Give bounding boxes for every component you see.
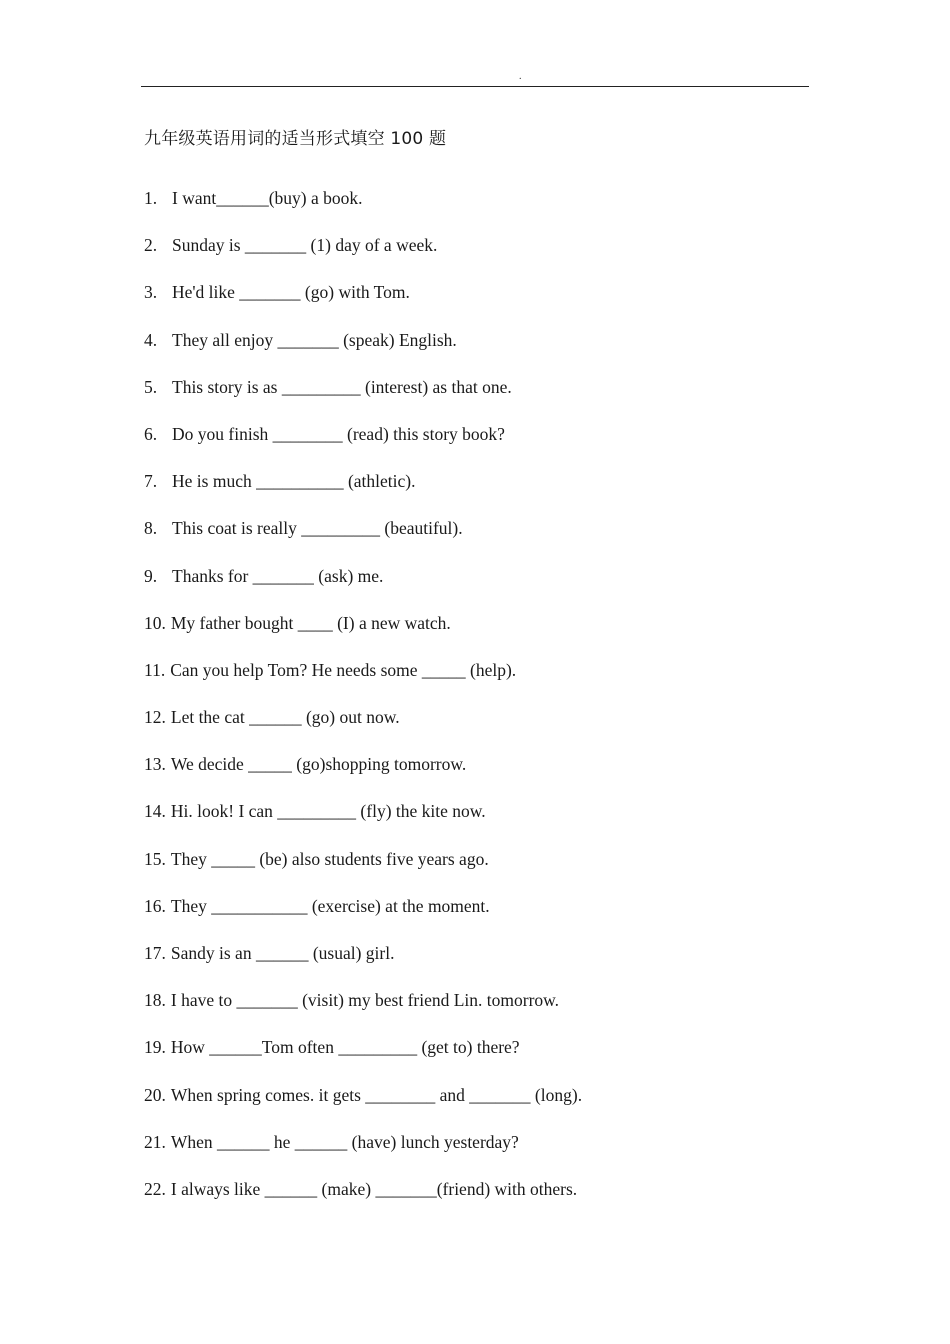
question-item	[144, 658, 582, 705]
question-text: Let the cat ______ (go) out now.	[170, 707, 400, 728]
header-dot: .	[519, 71, 522, 82]
question-text: This coat is really _________ (beautiful).	[172, 518, 463, 539]
question-item	[144, 186, 582, 233]
question-text: This story is as _________ (interest) as that one.	[172, 376, 512, 397]
document-title: 九年级英语用词的适当形式填空 100 题	[144, 129, 447, 149]
question-item	[144, 1177, 582, 1224]
question-text: My father bought ____ (I) a new watch.	[170, 612, 451, 633]
question-text: When ______ he ______ (have) lunch yesterday?	[170, 1131, 519, 1152]
question-item	[144, 1130, 582, 1177]
question-item	[144, 988, 582, 1035]
question-item	[144, 611, 582, 658]
question-item	[144, 941, 582, 988]
question-number: 13.	[144, 754, 166, 775]
question-number: 8.	[144, 518, 158, 539]
question-text: How ______Tom often _________ (get to) there?	[170, 1037, 520, 1058]
question-number: 5.	[144, 376, 158, 397]
question-text: Sandy is an ______ (usual) girl.	[170, 943, 395, 963]
question-item	[144, 280, 582, 327]
question-text: When spring comes. it gets ________ and _______ (long).	[170, 1084, 583, 1105]
question-number: 1.	[144, 188, 158, 208]
question-text: Hi. look! I can _________ (fly) the kite now.	[170, 801, 486, 822]
question-number: 2.	[144, 235, 158, 256]
question-item	[144, 1083, 582, 1130]
question-number: 3.	[144, 282, 158, 303]
question-item	[144, 564, 582, 611]
question-number: 20.	[144, 1084, 166, 1105]
question-number: 18.	[144, 990, 166, 1011]
question-text: I have to _______ (visit) my best friend Lin. tomorrow.	[170, 990, 560, 1011]
question-item	[144, 469, 582, 516]
question-text: They all enjoy _______ (speak) English.	[172, 329, 457, 350]
question-number: 17.	[144, 943, 166, 963]
question-text: We decide _____ (go)shopping tomorrow.	[170, 754, 467, 775]
question-number: 15.	[144, 848, 166, 869]
question-number: 4.	[144, 329, 158, 350]
question-text: He is much __________ (athletic).	[172, 471, 416, 492]
question-text: He'd like _______ (go) with Tom.	[172, 282, 410, 303]
question-item	[144, 847, 582, 894]
question-text: They ___________ (exercise) at the moment.	[170, 895, 490, 916]
question-text: Sunday is _______ (1) day of a week.	[172, 235, 438, 256]
question-number: 14.	[144, 801, 166, 822]
question-text: Thanks for _______ (ask) me.	[172, 565, 384, 586]
question-item	[144, 328, 582, 375]
question-text: They _____ (be) also students five years ago.	[170, 848, 489, 869]
question-number: 16.	[144, 895, 166, 916]
question-item	[144, 705, 582, 752]
question-item	[144, 799, 582, 846]
question-item	[144, 516, 582, 563]
question-number: 6.	[144, 423, 158, 444]
question-number: 19.	[144, 1037, 166, 1058]
question-text: I want______(buy) a book.	[172, 188, 363, 208]
question-number: 10.	[144, 612, 166, 633]
question-text: I always like ______ (make) _______(friend) with others.	[170, 1178, 578, 1199]
question-number: 9.	[144, 565, 158, 586]
question-list	[144, 186, 582, 1224]
question-number: 22.	[144, 1178, 166, 1199]
question-text: Do you finish ________ (read) this story book?	[172, 423, 505, 444]
question-item	[144, 375, 582, 422]
question-number: 7.	[144, 471, 158, 492]
question-item	[144, 422, 582, 469]
question-number: 11.	[144, 659, 166, 680]
header-rule	[141, 86, 809, 87]
question-number: 21.	[144, 1131, 166, 1152]
question-text: Can you help Tom? He needs some _____ (help).	[170, 659, 517, 680]
question-item	[144, 233, 582, 280]
question-item	[144, 752, 582, 799]
question-item	[144, 1035, 582, 1082]
question-number: 12.	[144, 707, 166, 728]
question-item	[144, 894, 582, 941]
